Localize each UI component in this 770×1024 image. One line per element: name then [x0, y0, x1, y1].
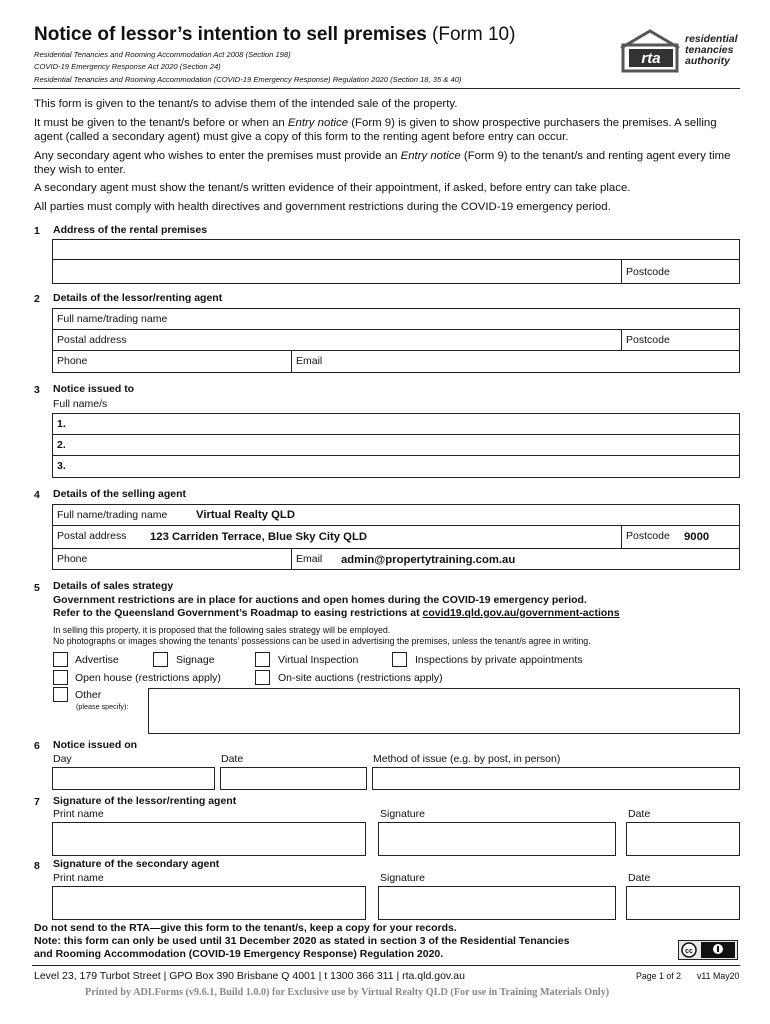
onsite-auction-checkbox[interactable]	[255, 670, 270, 685]
postcode-label: Postcode	[626, 530, 670, 542]
other-checkbox[interactable]	[53, 687, 68, 702]
row-number: 2.	[57, 439, 66, 451]
rta-logo	[617, 28, 737, 76]
gov-roadmap-text	[53, 607, 620, 619]
form-number: (Form 10)	[432, 24, 516, 45]
selling-agent-phone-field[interactable]	[52, 548, 292, 570]
logo-abbr: rta	[641, 50, 661, 67]
email-label: Email	[296, 355, 323, 367]
logo-wordmark	[685, 34, 738, 67]
intro-paragraph-1: This form is given to the tenant/s to advise them of the intended sale of the property.	[34, 98, 458, 110]
issue-date-field[interactable]	[220, 767, 367, 790]
creative-commons-icon	[678, 940, 738, 960]
phone-label: Phone	[57, 355, 88, 367]
intro-paragraph-3: Any secondary agent who wishes to enter the premises must provide an Entry notice (Form 9) to the tenant/s and renting agent every time they wish to enter.	[34, 150, 731, 176]
section-8-heading: Signature of the secondary agent	[53, 858, 220, 870]
section-6-number: 6	[34, 740, 40, 752]
phone-label: Phone	[57, 553, 88, 565]
row-number: 1.	[57, 418, 66, 430]
advertise-checkbox[interactable]	[53, 652, 68, 667]
section-8-number: 8	[34, 860, 40, 872]
private-inspections-label: Inspections by private appointments	[415, 654, 583, 666]
do-not-send-warning: Do not send to the RTA—give this form to the tenant/s, keep a copy for your records.	[34, 922, 457, 934]
secondary-date-field[interactable]	[626, 886, 740, 920]
selling-agent-email-field[interactable]	[291, 548, 740, 570]
gov-restrictions-text: Government restrictions are in place for auctions and open homes during the COVID-19 emergency period.	[53, 594, 587, 606]
logo-line-1: residential	[685, 33, 738, 45]
selling-agent-postal-value: 123 Carriden Terrace, Blue Sky City QLD	[150, 531, 368, 543]
signage-label: Signage	[176, 654, 215, 666]
date-label: Date	[628, 808, 651, 820]
lessor-email-field[interactable]	[291, 350, 740, 373]
legislation-line-3: Residential Tenancies and Rooming Accommodation (COVID-19 Emergency Response) Regulation 2020 (Section 18, 35 & 40)	[34, 75, 462, 84]
selling-agent-name-value: Virtual Realty QLD	[196, 509, 295, 521]
selling-agent-postcode-value: 9000	[684, 531, 710, 543]
other-label: Other	[75, 689, 102, 701]
logo-line-2: tenancies	[685, 44, 734, 56]
other-specify-field[interactable]	[148, 688, 740, 734]
open-house-checkbox[interactable]	[53, 670, 68, 685]
private-inspections-checkbox[interactable]	[392, 652, 407, 667]
date-label: Date	[221, 753, 244, 765]
title-text: Notice of lessor’s intention to sell premises	[34, 24, 427, 45]
lessor-signature-field[interactable]	[378, 822, 616, 856]
signature-label: Signature	[380, 808, 425, 820]
section-2-heading: Details of the lessor/renting agent	[53, 292, 223, 304]
postcode-label: Postcode	[626, 266, 670, 278]
tenant-name-2[interactable]	[52, 434, 740, 456]
intro-paragraph-4: A secondary agent must show the tenant/s written evidence of their appointment, if asked, before entry can take place.	[34, 182, 631, 194]
section-1-number: 1	[34, 225, 40, 237]
email-label: Email	[296, 553, 323, 565]
section-5-number: 5	[34, 582, 40, 594]
tenant-name-1[interactable]	[52, 413, 740, 435]
fullname-label: Full name/trading name	[57, 509, 168, 521]
section-7-number: 7	[34, 796, 40, 808]
lessor-fullname-field[interactable]	[52, 308, 740, 330]
signature-label: Signature	[380, 872, 425, 884]
secondary-print-name-field[interactable]	[52, 886, 366, 920]
section-6-heading: Notice issued on	[53, 739, 138, 751]
selling-agent-email-value: admin@propertytraining.com.au	[341, 554, 516, 566]
section-5-heading: Details of sales strategy	[53, 580, 174, 592]
tenant-name-3[interactable]	[52, 455, 740, 478]
validity-note-line-2: and Rooming Accommodation (COVID-19 Emergency Response) Regulation 2020.	[34, 948, 444, 960]
logo-line-3: authority	[685, 55, 730, 67]
intro-paragraph-2: It must be given to the tenant/s before or when an Entry notice (Form 9) is given to show prospective purchasers the premises. A selling agent (called a secondary agent) must give a copy of this form to the renting agent before entry can occur.	[34, 117, 717, 143]
postal-label: Postal address	[57, 530, 127, 542]
header-divider	[32, 88, 740, 89]
date-label: Date	[628, 872, 651, 884]
validity-note-line-1: Note: this form can only be used until 31 December 2020 as stated in section 3 of the Residential Tenancies	[34, 935, 570, 947]
virtual-inspection-label: Virtual Inspection	[278, 654, 359, 666]
covid-link[interactable]: covid19.qld.gov.au/government-actions	[422, 607, 620, 619]
onsite-auction-label: On-site auctions (restrictions apply)	[278, 672, 443, 684]
advertise-label: Advertise	[75, 654, 119, 666]
footer-divider	[32, 965, 740, 966]
open-house-label: Open house (restrictions apply)	[75, 672, 221, 684]
legislation-line-1: Residential Tenancies and Rooming Accommodation Act 2008 (Section 198)	[34, 50, 291, 59]
form-version: v11 May20	[697, 971, 740, 981]
section-2-number: 2	[34, 293, 40, 305]
section-3-number: 3	[34, 384, 40, 396]
secondary-signature-field[interactable]	[378, 886, 616, 920]
printed-by-notice: Printed by ADLForms (v9.6.1, Build 1.0.0) for Exclusive use by Virtual Realty QLD (For use in Training Materials Only)	[85, 987, 610, 998]
section-3-heading: Notice issued to	[53, 383, 135, 395]
signage-checkbox[interactable]	[153, 652, 168, 667]
issue-day-field[interactable]	[52, 767, 215, 790]
rental-address-line-1[interactable]	[52, 239, 740, 260]
fullname-label: Full name/trading name	[57, 313, 168, 325]
section-7-heading: Signature of the lessor/renting agent	[53, 795, 237, 807]
selling-agent-postcode-field[interactable]	[621, 525, 740, 549]
day-label: Day	[53, 753, 72, 765]
lessor-print-name-field[interactable]	[52, 822, 366, 856]
page-number: Page 1 of 2	[636, 971, 681, 981]
form-title	[34, 24, 515, 46]
legislation-line-2: COVID-19 Emergency Response Act 2020 (Section 24)	[34, 62, 221, 71]
postal-label: Postal address	[57, 334, 127, 346]
cc-by-icon	[679, 941, 737, 959]
section-1-heading: Address of the rental premises	[53, 224, 208, 236]
selling-agent-fullname-field[interactable]	[52, 504, 740, 526]
rta-contact-details: Level 23, 179 Turbot Street | GPO Box 390 Brisbane Q 4001 | t 1300 366 311 | rta.qld.gov.au	[34, 970, 465, 982]
postcode-label: Postcode	[626, 334, 670, 346]
rta-house-icon	[617, 28, 683, 74]
svg-text:cc: cc	[685, 948, 693, 955]
lessor-date-field[interactable]	[626, 822, 740, 856]
section-4-heading: Details of the selling agent	[53, 488, 187, 500]
virtual-inspection-checkbox[interactable]	[255, 652, 270, 667]
issue-method-field[interactable]	[372, 767, 740, 790]
section-4-number: 4	[34, 489, 40, 501]
row-number: 3.	[57, 460, 66, 472]
method-label: Method of issue (e.g. by post, in person)	[373, 753, 561, 765]
sales-strategy-note-1: In selling this property, it is proposed that the following sales strategy will be employed.	[53, 625, 391, 635]
sales-strategy-note-2: No photographs or images showing the tenants’ possessions can be used in advertising the premises, unless the tenant/s agree in writing.	[53, 636, 591, 646]
rental-address-line-2[interactable]	[52, 259, 622, 284]
roadmap-prefix: Refer to the Queensland Government’s Roadmap to easing restrictions at	[53, 607, 423, 619]
fullnames-label: Full name/s	[53, 398, 108, 410]
lessor-postcode-field[interactable]	[621, 329, 740, 351]
rental-postcode-field[interactable]	[621, 259, 740, 284]
print-name-label: Print name	[53, 808, 104, 820]
selling-agent-postal-field[interactable]	[52, 525, 622, 549]
lessor-postal-field[interactable]	[52, 329, 622, 351]
intro-paragraph-5: All parties must comply with health directives and government restrictions during the COVID-19 emergency period.	[34, 201, 611, 213]
lessor-phone-field[interactable]	[52, 350, 292, 373]
other-hint: (please specify):	[76, 702, 129, 711]
print-name-label: Print name	[53, 872, 104, 884]
